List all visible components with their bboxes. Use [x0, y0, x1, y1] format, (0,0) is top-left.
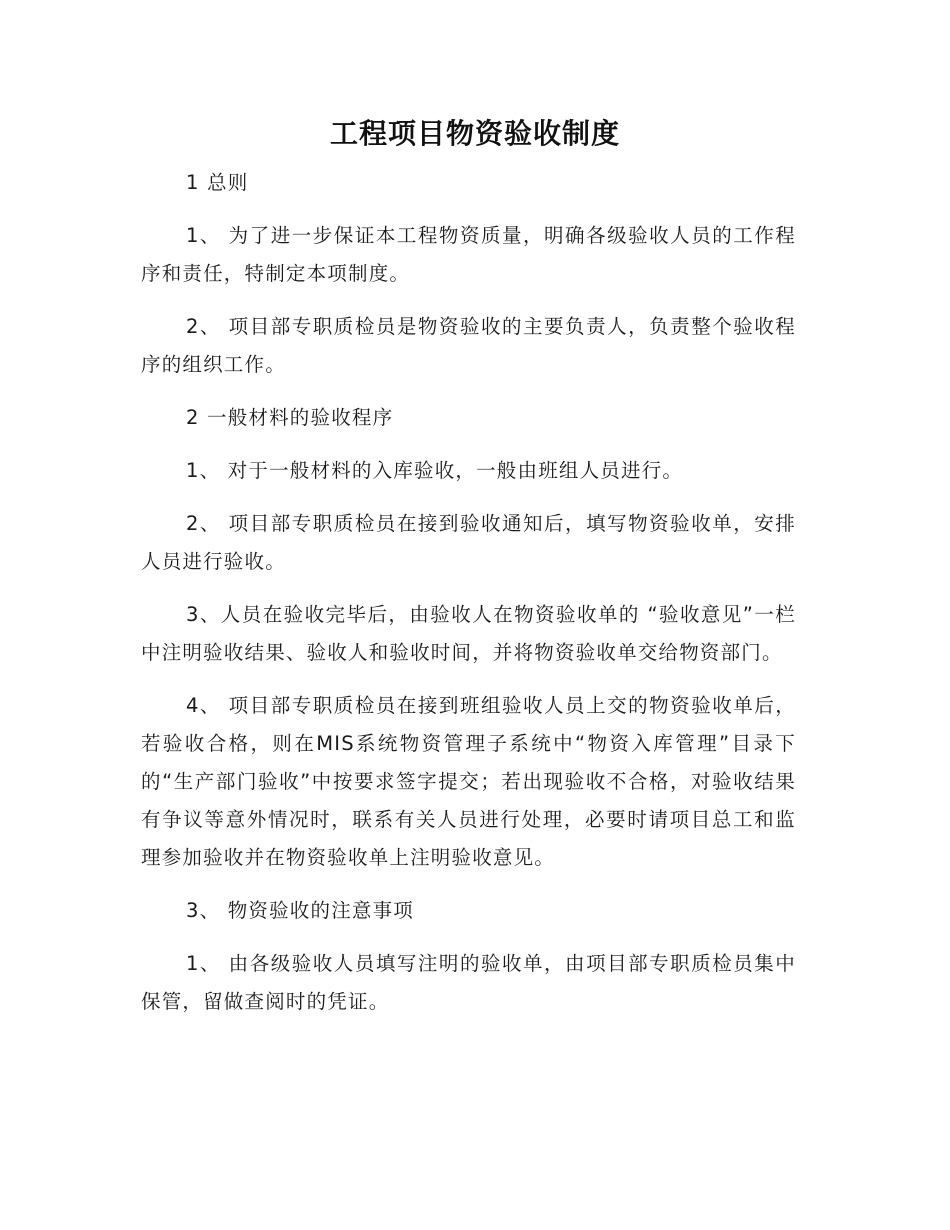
document-body: [141, 164, 796, 1036]
paragraph: 2、 项目部专职质检员是物资验收的主要负责人，负责整个验收程序的组织工作。: [141, 315, 796, 376]
paragraph: 2、 项目部专职质检员在接到验收通知后，填写物资验收单，安排人员进行验收。: [141, 512, 796, 573]
section-heading-notes: 3、 物资验收的注意事项: [186, 899, 415, 922]
paragraph: 1、 由各级验收人员填写注明的验收单，由项目部专职质检员集中保管，留做查阅时的凭证。: [141, 952, 796, 1013]
paragraph: 1、 对于一般材料的入库验收，一般由班组人员进行。: [186, 459, 684, 482]
section-heading-general-materials: 2 一般材料的验收程序: [186, 406, 394, 429]
paragraph: 1、 为了进一步保证本工程物资质量，明确各级验收人员的工作程序和责任，特制定本项制度。: [141, 224, 796, 285]
paragraph: 3、人员在验收完毕后，由验收人在物资验收单的 “验收意见”一栏中注明验收结果、验收人和验收时间，并将物资验收单交给物资部门。: [141, 603, 796, 664]
paragraph: 4、 项目部专职质检员在接到班组验收人员上交的物资验收单后，若验收合格，则在MIS系统物资管理子系统中“物资入库管理”目录下的“生产部门验收”中按要求签字提交；若出现验收不合格，对验收结果有争议等意外情况时，联系有关人员进行处理，必要时请项目总工和监理参加验收并在物资验收单上注明验收意见。: [141, 694, 796, 869]
section-heading-general: 1 总则: [186, 171, 249, 194]
document-title: 工程项目物资验收制度: [329, 117, 620, 150]
